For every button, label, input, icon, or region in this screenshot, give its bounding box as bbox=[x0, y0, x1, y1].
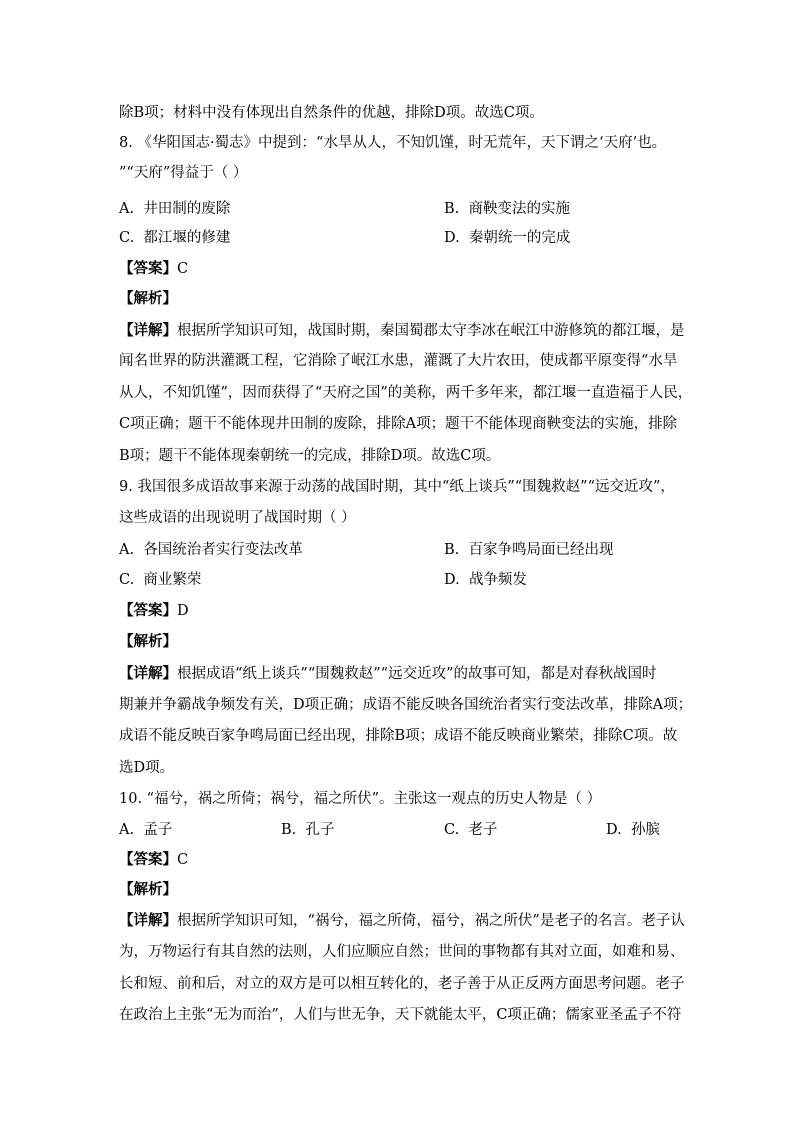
question-10-option-a: A. 孟子 bbox=[119, 822, 173, 838]
question-8-stem-line2: ”“天府”得益于（ ） bbox=[119, 165, 248, 181]
question-10-option-d: D. 孙膑 bbox=[606, 822, 660, 838]
question-10-detail-line4: 在政治上主张“无为而治”，人们与世无争，天下就能太平，C项正确；儒家亚圣孟子不符 bbox=[119, 1007, 682, 1023]
question-9-analysis-label: 【解析】 bbox=[119, 633, 177, 650]
question-8-detail-line3: 从人，不知饥馑”，因而获得了“天府之国”的美称，两千多年来，都江堰一直造福于人民， bbox=[119, 385, 693, 401]
question-9-detail-line1: 【详解】根据成语“纸上谈兵”“围魏救赵”“远交近攻”的故事可知，都是对春秋战国时 bbox=[119, 665, 657, 682]
question-9-stem-line2: 这些成语的出现说明了战国时期（ ） bbox=[119, 510, 356, 526]
question-9-stem-line1: 9. 我国很多成语故事来源于动荡的战国时期，其中“纸上谈兵”“围魏救赵”“远交近攻”， bbox=[119, 479, 675, 495]
question-9-answer: 【答案】D bbox=[119, 602, 189, 619]
continuation-text: 除B项；材料中没有体现出自然条件的优越，排除D项。故选C项。 bbox=[119, 105, 544, 121]
question-8-answer: 【答案】C bbox=[119, 260, 189, 277]
question-8-option-a: A. 井田制的废除 bbox=[119, 201, 231, 217]
question-10-answer: 【答案】C bbox=[119, 851, 189, 868]
question-10-detail-line3: 长和短、前和后，对立的双方是可以相互转化的，老子善于从正反两方面思考问题。老子 bbox=[119, 976, 685, 992]
question-8-detail-line2: 闻名世界的防洪灌溉工程，它消除了岷江水患，灌溉了大片农田，使成都平原变得“水旱 bbox=[119, 353, 678, 369]
question-8-option-d: D. 秦朝统一的完成 bbox=[444, 230, 571, 246]
question-10-option-b: B. 孔子 bbox=[281, 822, 335, 838]
question-9-option-b: B. 百家争鸣局面已经出现 bbox=[444, 542, 614, 558]
question-9-option-d: D. 战争频发 bbox=[444, 572, 527, 588]
question-8-stem-line1: 8. 《华阳国志·蜀志》中提到：“水旱从人，不知饥馑，时无荒年，天下谓之‘天府’也。 bbox=[119, 135, 667, 151]
question-8-detail-line4: C项正确；题干不能体现井田制的废除，排除A项；题干不能体现商鞅变法的实施，排除 bbox=[119, 416, 678, 432]
question-10-detail-line1: 【详解】根据所学知识可知，“祸兮，福之所倚，福兮，祸之所伏”是老子的名言。老子认 bbox=[119, 912, 685, 929]
question-9-option-c: C. 商业繁荣 bbox=[119, 572, 202, 588]
question-9-detail-line3: 成语不能反映百家争鸣局面已经出现，排除B项；成语不能反映商业繁荣，排除C项。故 bbox=[119, 728, 678, 744]
question-9-detail-line4: 选D项。 bbox=[119, 760, 175, 776]
question-8-analysis-label: 【解析】 bbox=[119, 290, 177, 307]
question-8-detail-line5: B项；题干不能体现秦朝统一的完成，排除D项。故选C项。 bbox=[119, 448, 501, 464]
question-10-detail-line2: 为，万物运行有其自然的法则，人们应顺应自然；世间的事物都有其对立面，如难和易、 bbox=[119, 944, 685, 960]
question-10-analysis-label: 【解析】 bbox=[119, 881, 177, 898]
question-8-detail-line1: 【详解】根据所学知识可知，战国时期，秦国蜀郡太守李冰在岷江中游修筑的都江堰，是 bbox=[119, 322, 685, 339]
question-10-stem: 10. “福兮，祸之所倚；祸兮，福之所伏”。主张这一观点的历史人物是（ ） bbox=[119, 791, 602, 807]
question-9-option-a: A. 各国统治者实行变法改革 bbox=[119, 542, 303, 558]
question-10-option-c: C. 老子 bbox=[444, 822, 498, 838]
question-8-option-c: C. 都江堰的修建 bbox=[119, 230, 231, 246]
question-9-detail-line2: 期兼并争霸战争频发有关，D项正确；成语不能反映各国统治者实行变法改革，排除A项； bbox=[119, 697, 693, 713]
question-8-option-b: B. 商鞅变法的实施 bbox=[444, 201, 570, 217]
